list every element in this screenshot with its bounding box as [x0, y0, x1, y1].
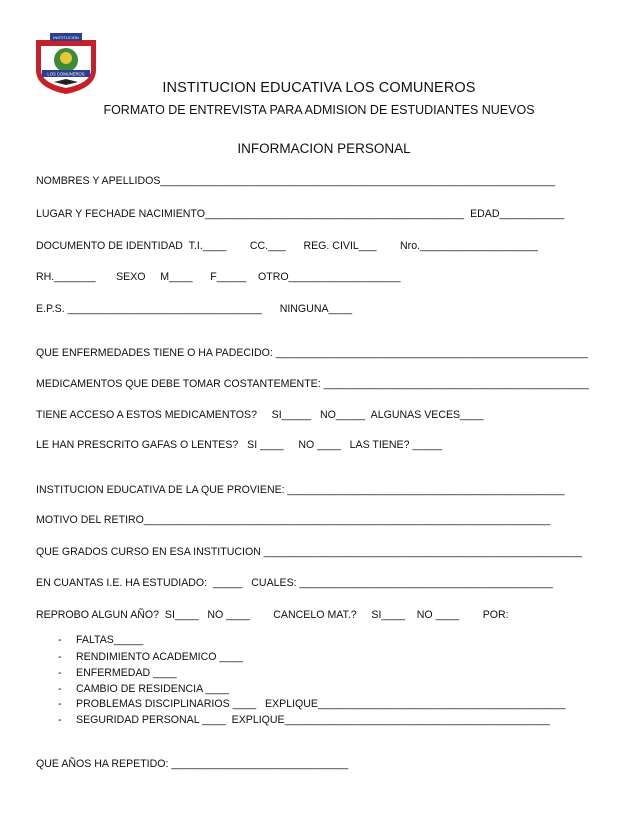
- field-gafas-lentes[interactable]: LE HAN PRESCRITO GAFAS O LENTES? SI ____ NO ____ LAS TIENE? _____: [36, 439, 442, 451]
- field-grados-cursados[interactable]: QUE GRADOS CURSO EN ESA INSTITUCION ______________________________________________________: [36, 546, 582, 558]
- list-bullet: -: [58, 683, 62, 695]
- option-cambio-residencia[interactable]: CAMBIO DE RESIDENCIA ____: [76, 683, 230, 695]
- field-medicamentos[interactable]: MEDICAMENTOS QUE DEBE TOMAR COSTANTEMENTE: _____________________________________________: [36, 378, 589, 390]
- list-bullet: -: [58, 698, 62, 710]
- section-heading: INFORMACION PERSONAL: [237, 141, 411, 156]
- form-subtitle: FORMATO DE ENTREVISTA PARA ADMISION DE ESTUDIANTES NUEVOS: [103, 103, 535, 117]
- field-reprobo-cancelo[interactable]: REPROBO ALGUN AÑO? SI____ NO ____ CANCELO MAT.? SI____ NO ____ POR:: [36, 609, 509, 621]
- field-cuantas-ie[interactable]: EN CUANTAS I.E. HA ESTUDIADO: _____ CUALES: ___________________________________________: [36, 577, 553, 589]
- field-acceso-medicamentos[interactable]: TIENE ACCESO A ESTOS MEDICAMENTOS? SI_____ NO_____ ALGUNAS VECES____: [36, 409, 484, 421]
- field-lugar-fecha-edad[interactable]: LUGAR Y FECHADE NACIMIENTO____________________________________________ EDAD___________: [36, 208, 565, 220]
- field-motivo-retiro[interactable]: MOTIVO DEL RETIRO_____________________________________________________________________: [36, 514, 551, 526]
- option-rendimiento[interactable]: RENDIMIENTO ACADEMICO ____: [76, 651, 243, 663]
- list-bullet: -: [58, 667, 62, 679]
- institution-title: INSTITUCION EDUCATIVA LOS COMUNEROS: [162, 80, 476, 96]
- logo-ribbon-text: LOS COMUNEROS: [47, 71, 85, 77]
- field-enfermedades[interactable]: QUE ENFERMEDADES TIENE O HA PADECIDO: _____________________________________________________: [36, 347, 589, 359]
- field-anos-repetidos[interactable]: QUE AÑOS HA REPETIDO: ______________________________: [36, 758, 349, 770]
- option-problemas-disciplinarios[interactable]: PROBLEMAS DISCIPLINARIOS ____ EXPLIQUE__________________________________________: [76, 698, 566, 710]
- option-seguridad-personal[interactable]: SEGURIDAD PERSONAL ____ EXPLIQUE_____________________________________________: [76, 714, 550, 726]
- field-eps[interactable]: E.P.S. _________________________________ NINGUNA____: [36, 303, 353, 315]
- field-rh-sexo[interactable]: RH._______ SEXO M____ F_____ OTRO___________________: [36, 271, 401, 283]
- field-documento[interactable]: DOCUMENTO DE IDENTIDAD T.I.____ CC.___ REG. CIVIL___ Nro.____________________: [36, 240, 538, 252]
- option-enfermedad[interactable]: ENFERMEDAD ____: [76, 667, 177, 679]
- field-institucion-procedencia[interactable]: INSTITUCION EDUCATIVA DE LA QUE PROVIENE: _______________________________________________: [36, 484, 565, 496]
- list-bullet: -: [58, 634, 62, 646]
- logo-banner-text: INSTITUCION: [53, 35, 79, 40]
- list-bullet: -: [58, 651, 62, 663]
- option-faltas[interactable]: FALTAS_____: [76, 634, 144, 646]
- field-nombres[interactable]: NOMBRES Y APELLIDOS___________________________________________________________________: [36, 175, 556, 187]
- list-bullet: -: [58, 714, 62, 726]
